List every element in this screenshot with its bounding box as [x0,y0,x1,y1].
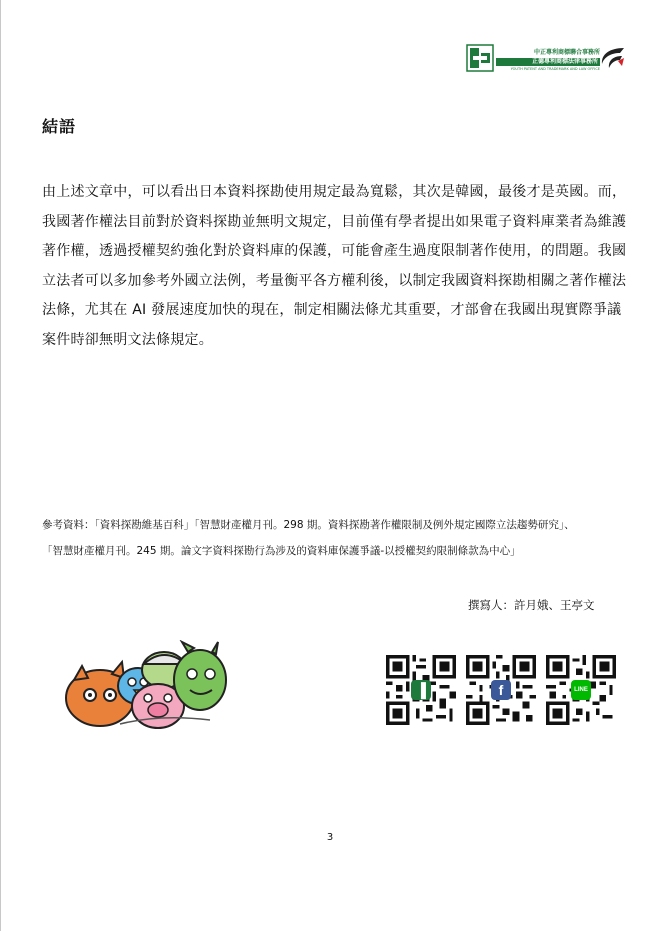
mascot-illustration [60,640,232,730]
office-logo-icon: ▐ [411,680,431,700]
firm-name-line2: 正德專利商標法律事務所 [496,58,600,66]
conclusion-paragraph: 由上述文章中，可以看出日本資料探勘使用規定最為寬鬆，其次是韓國，最後才是英國。而，我國著作權法目前對於資料探勘並無明文規定，目前僅有學者提出如果電子資料庫業者為維護著作權，透過授權契約強化對於資料庫的保護，可能會產生過度限制著作使用，的問題。我國立法者可以多加參考外國立法例，考量衡平各方權利後，以制定我國資料探勘相關之著作權法法條，尤其在 AI 發展速度加快的現在，制定相關法條尤其重要，才部會在我國出現實際爭議案件時卻無明文法條規定。 [42,184,627,348]
page-edge [0,0,1,931]
firm-logo [466,44,626,74]
reference-line-2: 「智慧財產權月刊。245 期。論文字資料探勘行為涉及的資料庫保護爭議-以授權契約限制條款為中心」 [42,545,521,557]
section-title: 結語 [42,117,77,136]
firm-name-english: YOUTH PATENT AND TRADEMARK AND LAW OFFICE [510,67,600,71]
firm-name-line1: 中正專利商標聯合事務所 [533,49,600,56]
swoosh-icon [598,44,626,72]
qr-code-website[interactable] [386,655,456,725]
author-credit: 撰寫人：許月娥、王亭文 [468,598,595,612]
qr-code-line[interactable] [546,655,616,725]
page-number: 3 [326,832,334,843]
references [42,512,642,564]
reference-line-1: 參考資料：「資料探勘維基百科」「智慧財產權月刊。298 期。資料探勘著作權限制及例外規定國際立法趨勢研究」、 [42,519,575,531]
qr-code-facebook[interactable] [466,655,536,725]
line-icon: LINE [571,680,591,700]
facebook-icon: f [491,680,511,700]
firm-emblem-icon [466,44,494,72]
